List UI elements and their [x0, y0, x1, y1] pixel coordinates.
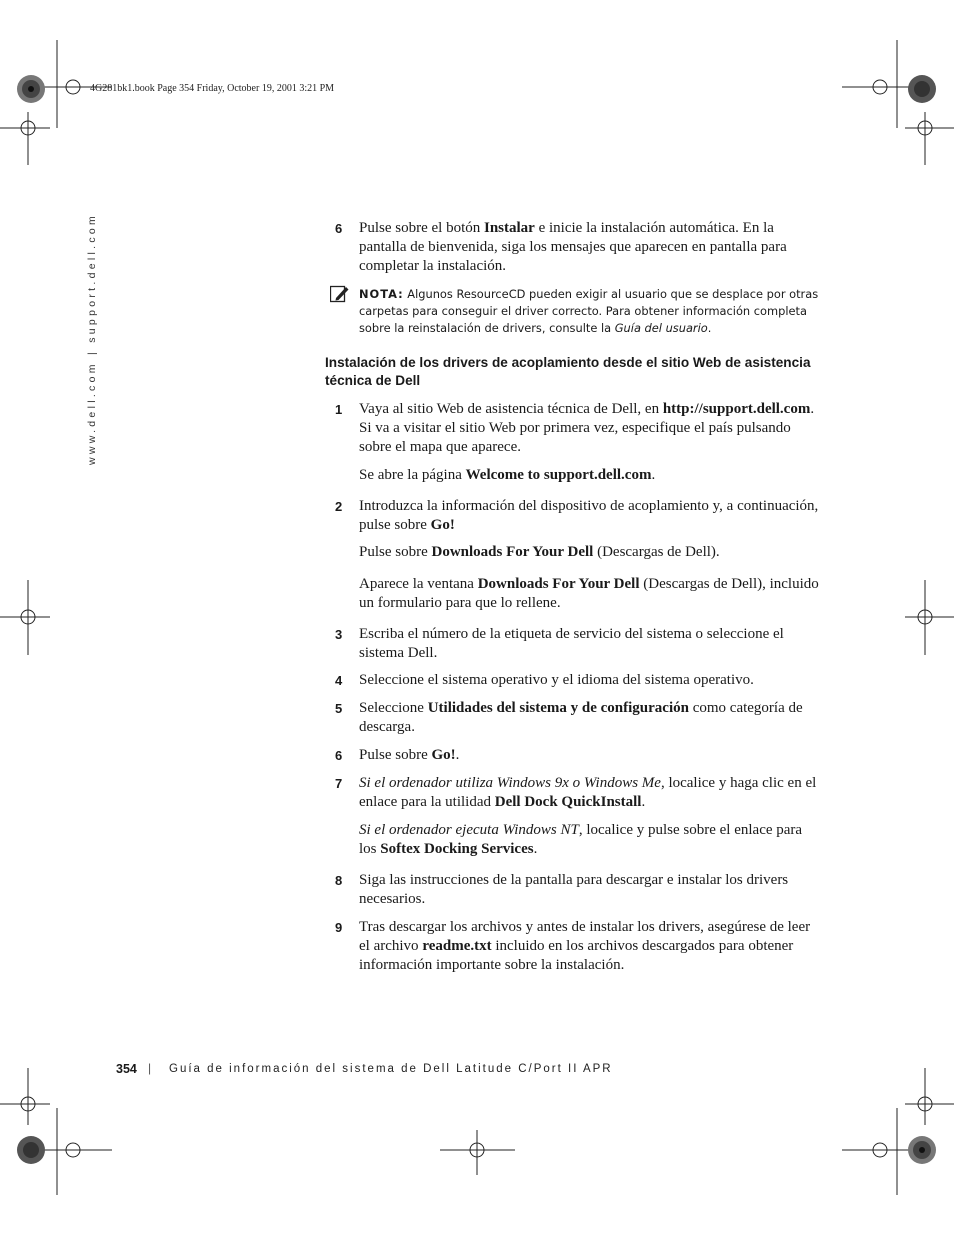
step-number: 4	[335, 673, 343, 688]
text-run: Seleccione	[359, 700, 428, 716]
emphasis-bold: Utilidades del sistema y de configuración	[427, 700, 689, 716]
text-run: (Descargas de Dell).	[593, 544, 720, 560]
note-label: NOTA:	[359, 287, 404, 301]
step-item	[325, 671, 820, 690]
text-run: Introduzca la información del dispositivo de acoplamiento y, a continuación, pulse sobre	[359, 498, 819, 533]
text-run: Seleccione el sistema operativo y el idioma del sistema operativo.	[359, 672, 754, 688]
step-text	[359, 625, 820, 663]
step-text	[359, 774, 820, 812]
text-run: Vaya al sitio Web de asistencia técnica de Dell, en	[359, 401, 663, 417]
step-item	[325, 625, 820, 663]
step-item	[325, 400, 820, 457]
footer-title: Guía de información del sistema de Dell Latitude C/Port II APR	[169, 1063, 613, 1075]
text-run: Escriba el número de la etiqueta de servicio del sistema o seleccione el sistema Dell.	[359, 626, 784, 661]
text-run: (Descargas de Dell), incluido un formulario para que lo rellene.	[359, 576, 819, 611]
step-item	[325, 918, 820, 975]
emphasis-bold: Instalar	[484, 220, 535, 236]
step-paragraph	[359, 821, 820, 859]
emphasis-bold: Go!	[430, 517, 455, 533]
text-run: Pulse sobre el botón	[359, 220, 484, 236]
step-item	[325, 746, 820, 765]
text-run: Siga las instrucciones de la pantalla para descargar e instalar los drivers necesarios.	[359, 872, 789, 907]
side-url: www.dell.com | support.dell.com	[86, 212, 98, 465]
emphasis-bold: Downloads For Your Dell	[431, 544, 594, 560]
text-run: Pulse sobre	[359, 544, 432, 560]
step-number: 2	[335, 499, 343, 514]
text-run: e inicie la instalación automática. En la pantalla de bienvenida, siga los mensajes que aparecen en pantalla para completar la instalación.	[359, 220, 787, 274]
step-number: 8	[335, 873, 343, 888]
step-text	[359, 400, 820, 457]
step-number: 1	[335, 402, 343, 417]
page-number: 354	[116, 1062, 137, 1076]
step-text	[359, 699, 820, 737]
step-item	[325, 699, 820, 737]
step-item	[325, 497, 820, 535]
step-text	[359, 219, 820, 276]
text-run: Se abre la página	[359, 467, 466, 483]
step-text	[359, 746, 820, 765]
text-run: .	[641, 794, 646, 810]
step-paragraph	[359, 466, 820, 485]
emphasis-italic: Si el ordenador utiliza Windows 9x o Windows Me	[359, 775, 661, 791]
step-number: 6	[335, 221, 343, 236]
step-paragraph	[359, 543, 820, 562]
text-run: como categoría de descarga.	[359, 700, 803, 735]
step-text	[359, 497, 820, 535]
step-number: 9	[335, 920, 343, 935]
text-run: .	[651, 467, 656, 483]
emphasis-bold: Dell Dock QuickInstall	[494, 794, 642, 810]
text-run: . Si va a visitar el sitio Web por primera vez, especifique el país pulsando sobre el mapa que aparece.	[359, 401, 815, 455]
text-run: , localice y pulse sobre el enlace para los	[359, 822, 803, 857]
note-guide-reference: Guía del usuario	[614, 321, 708, 335]
emphasis-bold: Softex Docking Services	[380, 841, 534, 857]
step-item	[325, 219, 820, 276]
emphasis-bold: Go!	[431, 747, 456, 763]
step-item	[325, 871, 820, 909]
text-run: .	[455, 747, 460, 763]
emphasis-italic: Si el ordenador ejecuta Windows NT	[359, 822, 579, 838]
step-number: 7	[335, 776, 343, 791]
emphasis-bold: Downloads For Your Dell	[477, 576, 640, 592]
emphasis-bold: readme.txt	[422, 938, 492, 954]
note-block: NOTA: Algunos ResourceCD pueden exigir al usuario que se desplace por otras carpetas para conseguir el driver correcto. Para obtener información completa sobre la reinstalación de drivers, consulte la Guía del usuario.	[359, 287, 819, 335]
emphasis-bold: http://support.dell.com	[662, 401, 811, 417]
step-text	[359, 671, 820, 690]
step-item	[325, 774, 820, 812]
pencil-note-icon	[330, 285, 350, 303]
section-heading: Instalación de los drivers de acoplamiento desde el sitio Web de asistencia técnica de Dell	[325, 355, 811, 388]
emphasis-bold: Welcome to support.dell.com	[465, 467, 652, 483]
step-text	[359, 871, 820, 909]
text-run: Aparece la ventana	[359, 576, 478, 592]
text-run: incluido en los archivos descargados para obtener información importante sobre la instalación.	[359, 938, 794, 973]
step-number: 5	[335, 701, 343, 716]
text-run: Tras descargar los archivos y antes de instalar los drivers, asegúrese de leer el archivo	[359, 919, 811, 954]
footer-separator: |	[148, 1061, 152, 1075]
step-number: 6	[335, 748, 343, 763]
text-run: Pulse sobre	[359, 747, 432, 763]
step-number: 3	[335, 627, 343, 642]
text-run: .	[533, 841, 538, 857]
text-run: , localice y haga clic en el enlace para la utilidad	[359, 775, 817, 810]
step-paragraph	[359, 575, 820, 613]
step-text	[359, 918, 820, 975]
print-header-meta: 4G281bk1.book Page 354 Friday, October 19, 2001 3:21 PM	[90, 83, 335, 94]
note-text: Algunos ResourceCD pueden exigir al usuario que se desplace por otras carpetas para conseguir el driver correcto. Para obtener información completa sobre la reinstalación de drivers, consulte la	[359, 287, 819, 335]
